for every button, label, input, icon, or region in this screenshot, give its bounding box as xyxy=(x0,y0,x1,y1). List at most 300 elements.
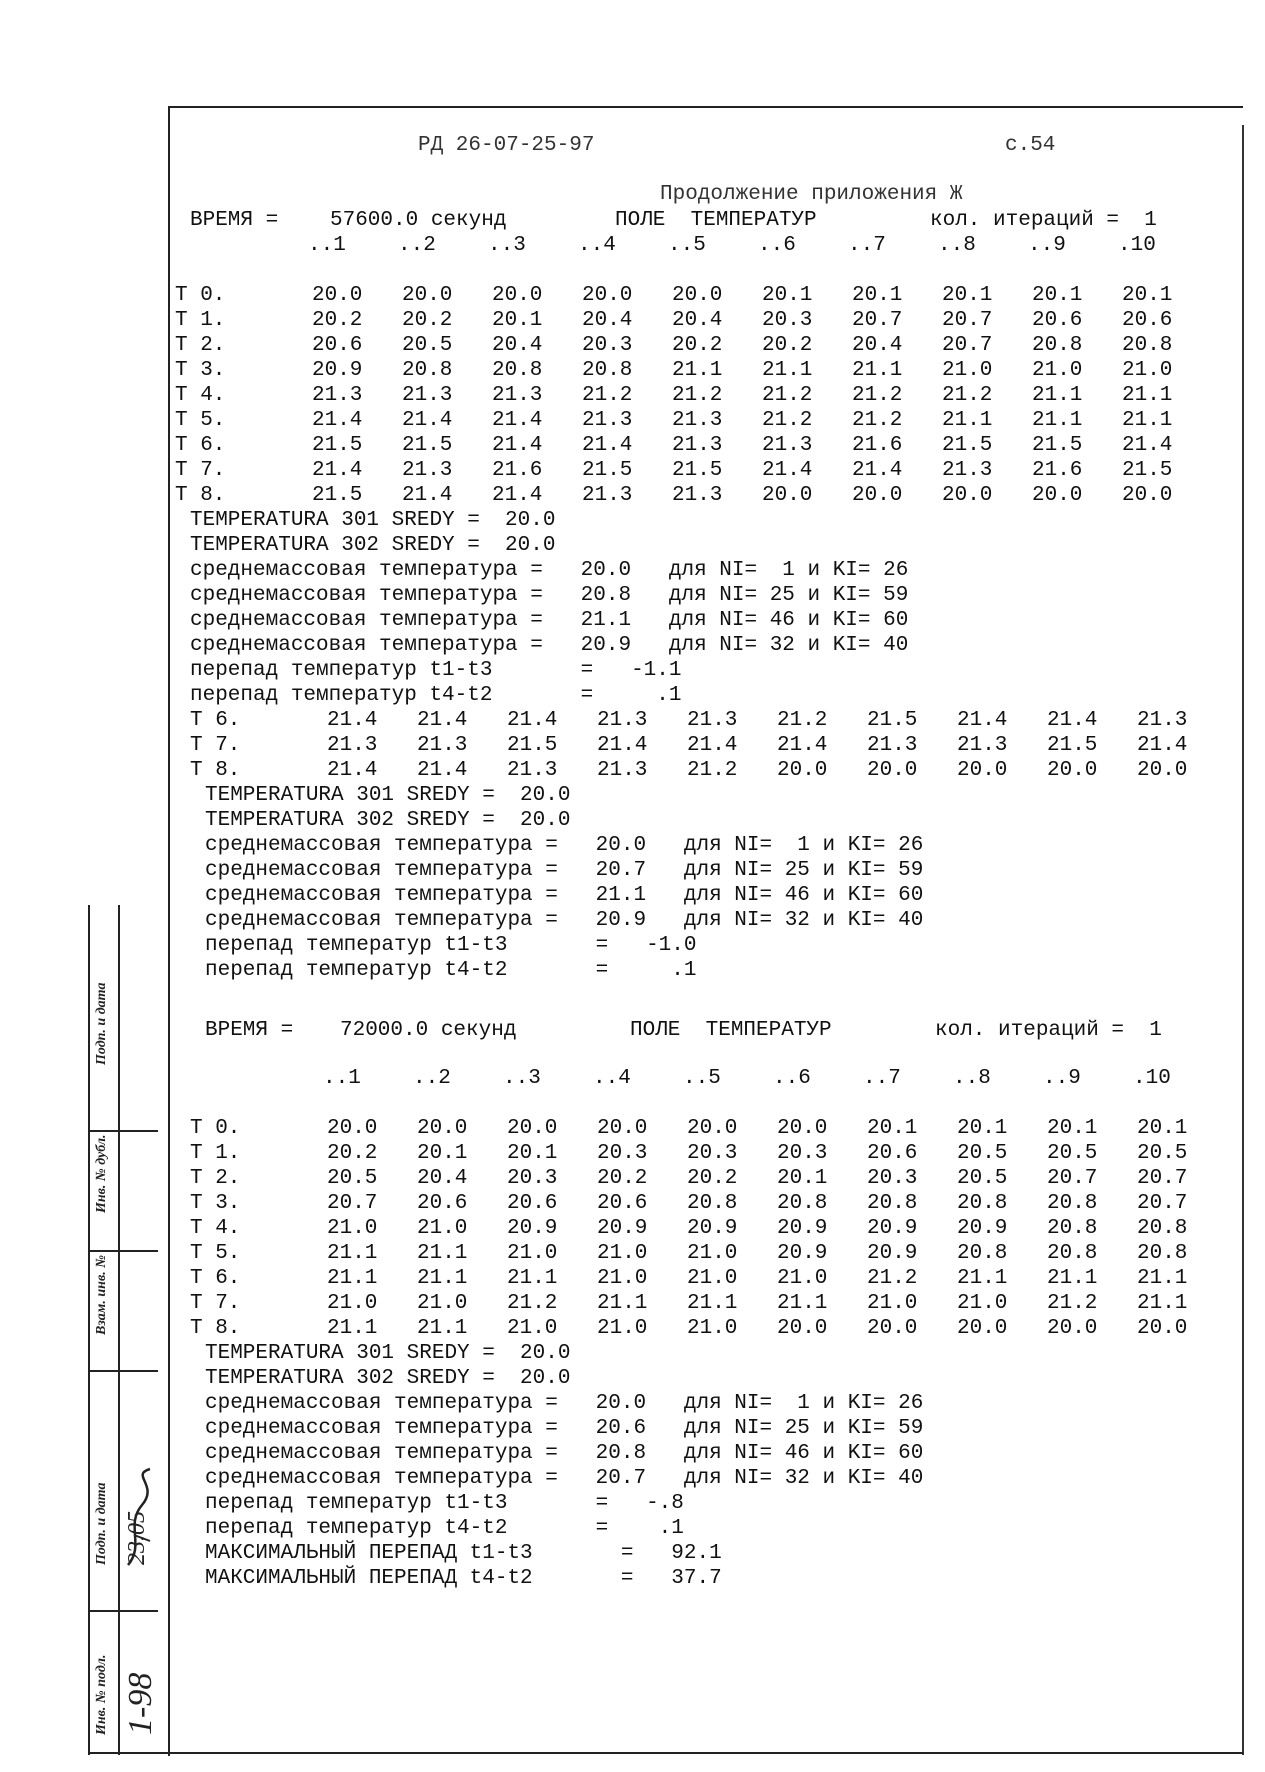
temperature-cell: 20.5 xyxy=(1137,1142,1188,1165)
temperature-cell: 21.3 xyxy=(582,409,633,432)
temperature-cell: 21.4 xyxy=(777,734,828,757)
temperature-cell: 21.5 xyxy=(402,434,453,457)
temperature-cell: 21.4 xyxy=(492,409,543,432)
summary-line: среднемассовая температура = 20.0 для NI= 1 и KI= 26 xyxy=(205,1392,924,1415)
temperature-cell: 20.5 xyxy=(1047,1142,1098,1165)
row-label: T 1. xyxy=(175,309,226,332)
summary-line: перепад температур t1-t3 = -1.0 xyxy=(205,934,697,957)
appendix-caption: Продолжение приложения Ж xyxy=(660,183,963,206)
temperature-cell: 20.9 xyxy=(507,1217,558,1240)
summary-line: TEMPERATURA 302 SREDY = 20.0 xyxy=(190,534,556,557)
temperature-cell: 21.1 xyxy=(1032,384,1083,407)
temperature-cell: 21.3 xyxy=(942,459,993,482)
temperature-cell: 20.1 xyxy=(1122,284,1173,307)
stamp-label-inv-dubl: Инв. № дубл. xyxy=(94,1134,109,1213)
temperature-cell: 21.1 xyxy=(417,1267,468,1290)
column-label: ..4 xyxy=(593,1067,631,1090)
temperature-cell: 21.3 xyxy=(687,709,738,732)
temperature-cell: 21.3 xyxy=(1137,709,1188,732)
temperature-cell: 21.4 xyxy=(597,734,648,757)
temperature-cell: 20.0 xyxy=(1032,484,1083,507)
column-label: ..9 xyxy=(1028,234,1066,257)
temperature-cell: 21.1 xyxy=(507,1267,558,1290)
temperature-cell: 21.5 xyxy=(867,709,918,732)
temperature-cell: 20.9 xyxy=(777,1242,828,1265)
temperature-cell: 20.0 xyxy=(687,1117,738,1140)
temperature-cell: 21.3 xyxy=(672,484,723,507)
temperature-cell: 20.4 xyxy=(582,309,633,332)
temperature-cell: 20.1 xyxy=(1032,284,1083,307)
temperature-cell: 20.6 xyxy=(417,1192,468,1215)
row-label: T 7. xyxy=(175,459,226,482)
temperature-cell: 20.9 xyxy=(867,1242,918,1265)
temperature-cell: 21.5 xyxy=(312,484,363,507)
temperature-cell: 21.4 xyxy=(492,434,543,457)
field-title: ПОЛЕ ТЕМПЕРАТУР xyxy=(615,209,817,232)
row-label: T 3. xyxy=(190,1192,241,1215)
temperature-cell: 21.0 xyxy=(777,1267,828,1290)
temperature-cell: 20.2 xyxy=(762,334,813,357)
column-label: ..2 xyxy=(413,1067,451,1090)
temperature-cell: 20.0 xyxy=(777,1317,828,1340)
summary-line: перепад температур t1-t3 = -.8 xyxy=(205,1492,684,1515)
temperature-cell: 21.1 xyxy=(1122,384,1173,407)
temperature-cell: 21.2 xyxy=(852,409,903,432)
temperature-cell: 21.3 xyxy=(597,759,648,782)
temperature-cell: 21.3 xyxy=(492,384,543,407)
temperature-cell: 21.5 xyxy=(942,434,993,457)
column-label: ..2 xyxy=(398,234,436,257)
temperature-cell: 20.0 xyxy=(1047,1317,1098,1340)
temperature-cell: 20.1 xyxy=(867,1117,918,1140)
temperature-cell: 20.9 xyxy=(312,359,363,382)
temperature-cell: 21.4 xyxy=(327,709,378,732)
temperature-cell: 21.4 xyxy=(402,409,453,432)
temperature-cell: 21.1 xyxy=(1032,409,1083,432)
time-label: ВРЕМЯ = xyxy=(190,209,279,232)
summary-line: TEMPERATURA 301 SREDY = 20.0 xyxy=(205,1342,571,1365)
temperature-cell: 21.6 xyxy=(492,459,543,482)
temperature-cell: 21.1 xyxy=(327,1267,378,1290)
temperature-cell: 21.0 xyxy=(942,359,993,382)
column-label: ..3 xyxy=(488,234,526,257)
temperature-cell: 20.8 xyxy=(957,1242,1008,1265)
temperature-cell: 20.1 xyxy=(942,284,993,307)
summary-line: среднемассовая температура = 20.7 для NI= 25 и KI= 59 xyxy=(205,859,924,882)
temperature-cell: 21.3 xyxy=(762,434,813,457)
row-label: T 2. xyxy=(190,1167,241,1190)
temperature-cell: 21.5 xyxy=(312,434,363,457)
temperature-cell: 21.3 xyxy=(672,409,723,432)
temperature-cell: 21.3 xyxy=(327,734,378,757)
column-label: ..3 xyxy=(503,1067,541,1090)
temperature-cell: 21.5 xyxy=(1122,459,1173,482)
temperature-cell: 20.0 xyxy=(672,284,723,307)
summary-line: среднемассовая температура = 20.8 для NI= 46 и KI= 60 xyxy=(205,1442,924,1465)
temperature-cell: 20.8 xyxy=(777,1192,828,1215)
summary-line: перепад температур t4-t2 = .1 xyxy=(205,1517,684,1540)
temperature-cell: 20.0 xyxy=(1122,484,1173,507)
row-label: T 6. xyxy=(190,1267,241,1290)
row-label: T 6. xyxy=(190,709,241,732)
temperature-cell: 20.0 xyxy=(327,1117,378,1140)
temperature-cell: 21.1 xyxy=(417,1242,468,1265)
temperature-cell: 20.3 xyxy=(867,1167,918,1190)
temperature-cell: 20.8 xyxy=(582,359,633,382)
stamp-inv-number: 1-98 xyxy=(122,1672,159,1735)
temperature-cell: 20.0 xyxy=(417,1117,468,1140)
summary-line: TEMPERATURA 301 SREDY = 20.0 xyxy=(190,509,556,532)
temperature-cell: 20.6 xyxy=(1032,309,1083,332)
column-label: ..1 xyxy=(308,234,346,257)
temperature-cell: 20.3 xyxy=(762,309,813,332)
temperature-cell: 20.6 xyxy=(312,334,363,357)
temperature-cell: 21.1 xyxy=(417,1317,468,1340)
summary-line: среднемассовая температура = 20.9 для NI= 32 и KI= 40 xyxy=(205,909,924,932)
temperature-cell: 21.5 xyxy=(1032,434,1083,457)
temperature-cell: 21.0 xyxy=(1032,359,1083,382)
temperature-cell: 20.5 xyxy=(327,1167,378,1190)
temperature-cell: 20.8 xyxy=(1047,1192,1098,1215)
temperature-cell: 20.0 xyxy=(582,284,633,307)
temperature-cell: 20.1 xyxy=(852,284,903,307)
row-label: T 0. xyxy=(190,1117,241,1140)
temperature-cell: 21.3 xyxy=(417,734,468,757)
temperature-cell: 21.1 xyxy=(672,359,723,382)
temperature-cell: 21.2 xyxy=(867,1267,918,1290)
temperature-cell: 20.0 xyxy=(777,1117,828,1140)
row-label: T 8. xyxy=(175,484,226,507)
temperature-cell: 21.4 xyxy=(417,759,468,782)
row-label: T 7. xyxy=(190,734,241,757)
temperature-cell: 21.1 xyxy=(1047,1267,1098,1290)
temperature-cell: 21.0 xyxy=(597,1267,648,1290)
temperature-cell: 21.5 xyxy=(582,459,633,482)
temperature-cell: 20.8 xyxy=(1122,334,1173,357)
temperature-cell: 20.1 xyxy=(507,1142,558,1165)
row-label: T 5. xyxy=(175,409,226,432)
temperature-cell: 21.0 xyxy=(507,1242,558,1265)
temperature-cell: 20.4 xyxy=(417,1167,468,1190)
temperature-cell: 20.7 xyxy=(942,309,993,332)
temperature-cell: 20.3 xyxy=(687,1142,738,1165)
row-label: T 6. xyxy=(175,434,226,457)
temperature-cell: 20.0 xyxy=(942,484,993,507)
stamp-date: 23.05 xyxy=(124,1511,150,1565)
temperature-cell: 21.3 xyxy=(867,734,918,757)
temperature-cell: 21.0 xyxy=(867,1292,918,1315)
temperature-cell: 20.2 xyxy=(327,1142,378,1165)
temperature-cell: 20.7 xyxy=(1137,1192,1188,1215)
summary-line: среднемассовая температура = 21.1 для NI= 46 и KI= 60 xyxy=(205,884,924,907)
temperature-cell: 21.1 xyxy=(762,359,813,382)
temperature-cell: 20.3 xyxy=(597,1142,648,1165)
temperature-cell: 20.7 xyxy=(852,309,903,332)
temperature-cell: 21.4 xyxy=(312,459,363,482)
temperature-cell: 20.2 xyxy=(597,1167,648,1190)
temperature-cell: 21.1 xyxy=(327,1242,378,1265)
temperature-cell: 20.0 xyxy=(312,284,363,307)
temperature-cell: 20.8 xyxy=(1047,1217,1098,1240)
temperature-cell: 21.0 xyxy=(687,1267,738,1290)
temperature-cell: 21.4 xyxy=(312,409,363,432)
temperature-cell: 20.5 xyxy=(402,334,453,357)
summary-line: среднемассовая температура = 20.0 для NI= 1 и KI= 26 xyxy=(190,559,909,582)
summary-line: перепад температур t4-t2 = .1 xyxy=(190,684,682,707)
temperature-cell: 21.4 xyxy=(327,759,378,782)
temperature-cell: 21.3 xyxy=(507,759,558,782)
row-label: T 1. xyxy=(190,1142,241,1165)
temperature-cell: 20.7 xyxy=(942,334,993,357)
temperature-cell: 21.2 xyxy=(762,384,813,407)
temperature-cell: 20.0 xyxy=(957,1317,1008,1340)
temperature-cell: 21.4 xyxy=(507,709,558,732)
temperature-cell: 21.0 xyxy=(597,1317,648,1340)
temperature-cell: 20.0 xyxy=(1047,759,1098,782)
temperature-cell: 20.0 xyxy=(867,1317,918,1340)
temperature-cell: 21.2 xyxy=(777,709,828,732)
temperature-cell: 20.0 xyxy=(957,759,1008,782)
frame-right-border xyxy=(1242,125,1244,1755)
temperature-cell: 20.0 xyxy=(762,484,813,507)
stamp-label-inv-podl: Инв. № подл. xyxy=(94,1654,109,1735)
temperature-cell: 21.0 xyxy=(687,1317,738,1340)
column-label: ..7 xyxy=(863,1067,901,1090)
temperature-cell: 20.0 xyxy=(402,284,453,307)
row-label: T 5. xyxy=(190,1242,241,1265)
doc-code: РД 26-07-25-97 xyxy=(418,134,595,157)
temperature-cell: 21.5 xyxy=(507,734,558,757)
temperature-cell: 21.4 xyxy=(762,459,813,482)
summary-line: TEMPERATURA 301 SREDY = 20.0 xyxy=(205,784,571,807)
temperature-cell: 21.4 xyxy=(687,734,738,757)
temperature-cell: 21.1 xyxy=(957,1267,1008,1290)
temperature-cell: 21.1 xyxy=(1137,1267,1188,1290)
row-label: T 4. xyxy=(190,1217,241,1240)
temperature-cell: 20.2 xyxy=(312,309,363,332)
temperature-cell: 20.4 xyxy=(492,334,543,357)
column-label: .10 xyxy=(1118,234,1156,257)
temperature-cell: 21.4 xyxy=(417,709,468,732)
temperature-cell: 21.1 xyxy=(1122,409,1173,432)
temperature-cell: 20.8 xyxy=(867,1192,918,1215)
column-label: ..4 xyxy=(578,234,616,257)
summary-line: среднемассовая температура = 20.0 для NI= 1 и KI= 26 xyxy=(205,834,924,857)
temperature-cell: 20.8 xyxy=(492,359,543,382)
temperature-cell: 20.9 xyxy=(867,1217,918,1240)
temperature-cell: 20.4 xyxy=(672,309,723,332)
temperature-cell: 21.4 xyxy=(957,709,1008,732)
temperature-cell: 20.8 xyxy=(1137,1242,1188,1265)
temperature-cell: 21.1 xyxy=(777,1292,828,1315)
temperature-cell: 20.9 xyxy=(597,1217,648,1240)
temperature-cell: 20.1 xyxy=(957,1117,1008,1140)
temperature-cell: 20.3 xyxy=(582,334,633,357)
temperature-cell: 20.8 xyxy=(1047,1242,1098,1265)
row-label: T 7. xyxy=(190,1292,241,1315)
temperature-cell: 21.1 xyxy=(327,1317,378,1340)
temperature-cell: 21.1 xyxy=(1137,1292,1188,1315)
temperature-cell: 21.1 xyxy=(852,359,903,382)
temperature-cell: 21.3 xyxy=(582,484,633,507)
temperature-cell: 20.9 xyxy=(687,1217,738,1240)
temperature-cell: 21.0 xyxy=(597,1242,648,1265)
temperature-cell: 21.0 xyxy=(327,1217,378,1240)
frame-top-border xyxy=(168,106,1243,108)
time-value: 72000.0 секунд xyxy=(340,1019,517,1042)
summary-line: среднемассовая температура = 21.1 для NI= 46 и KI= 60 xyxy=(190,609,909,632)
temperature-cell: 21.2 xyxy=(672,384,723,407)
temperature-cell: 20.8 xyxy=(687,1192,738,1215)
page-number: с.54 xyxy=(1005,134,1056,157)
summary-line: среднемассовая температура = 20.9 для NI= 32 и KI= 40 xyxy=(190,634,909,657)
row-label: T 8. xyxy=(190,759,241,782)
column-label: ..6 xyxy=(758,234,796,257)
summary-line: перепад температур t1-t3 = -1.1 xyxy=(190,659,682,682)
temperature-cell: 20.0 xyxy=(597,1117,648,1140)
summary-line: МАКСИМАЛЬНЫЙ ПЕРЕПАД t4-t2 = 37.7 xyxy=(205,1567,722,1590)
temperature-cell: 21.4 xyxy=(1122,434,1173,457)
temperature-cell: 20.1 xyxy=(762,284,813,307)
temperature-cell: 20.1 xyxy=(492,309,543,332)
row-label: T 2. xyxy=(175,334,226,357)
column-label: ..8 xyxy=(938,234,976,257)
temperature-cell: 20.6 xyxy=(867,1142,918,1165)
summary-line: TEMPERATURA 302 SREDY = 20.0 xyxy=(205,1367,571,1390)
temperature-cell: 20.0 xyxy=(867,759,918,782)
temperature-cell: 20.6 xyxy=(597,1192,648,1215)
iteration-count: кол. итераций = 1 xyxy=(935,1019,1162,1042)
temperature-cell: 21.4 xyxy=(1047,709,1098,732)
row-label: T 8. xyxy=(190,1317,241,1340)
frame-left-border xyxy=(168,106,170,1756)
summary-line: среднемассовая температура = 20.6 для NI= 25 и KI= 59 xyxy=(205,1417,924,1440)
temperature-cell: 20.7 xyxy=(1047,1167,1098,1190)
temperature-cell: 20.4 xyxy=(852,334,903,357)
summary-line: среднемассовая температура = 20.8 для NI= 25 и KI= 59 xyxy=(190,584,909,607)
temperature-cell: 20.8 xyxy=(1032,334,1083,357)
temperature-cell: 21.4 xyxy=(852,459,903,482)
temperature-cell: 21.1 xyxy=(687,1292,738,1315)
column-label: ..5 xyxy=(668,234,706,257)
temperature-cell: 21.0 xyxy=(327,1292,378,1315)
stamp-label-podp-date-1: Подп. и дата xyxy=(94,982,109,1065)
summary-line: TEMPERATURA 302 SREDY = 20.0 xyxy=(205,809,571,832)
temperature-cell: 20.1 xyxy=(1047,1117,1098,1140)
temperature-cell: 20.7 xyxy=(327,1192,378,1215)
temperature-cell: 21.4 xyxy=(402,484,453,507)
signature-icon xyxy=(120,1465,158,1575)
frame-bottom-border xyxy=(88,1752,1243,1754)
temperature-cell: 21.0 xyxy=(417,1217,468,1240)
temperature-cell: 20.0 xyxy=(852,484,903,507)
temperature-cell: 20.0 xyxy=(1137,1317,1188,1340)
temperature-cell: 21.6 xyxy=(1032,459,1083,482)
temperature-cell: 21.6 xyxy=(852,434,903,457)
temperature-cell: 21.1 xyxy=(597,1292,648,1315)
temperature-cell: 21.0 xyxy=(1122,359,1173,382)
temperature-cell: 21.2 xyxy=(582,384,633,407)
temperature-cell: 21.2 xyxy=(762,409,813,432)
temperature-cell: 20.0 xyxy=(1137,759,1188,782)
temperature-cell: 20.8 xyxy=(402,359,453,382)
temperature-cell: 20.6 xyxy=(1122,309,1173,332)
temperature-cell: 20.0 xyxy=(507,1117,558,1140)
temperature-cell: 21.3 xyxy=(402,459,453,482)
temperature-cell: 20.8 xyxy=(957,1192,1008,1215)
temperature-cell: 20.0 xyxy=(492,284,543,307)
row-label: T 3. xyxy=(175,359,226,382)
temperature-cell: 20.1 xyxy=(417,1142,468,1165)
column-label: ..6 xyxy=(773,1067,811,1090)
time-value: 57600.0 секунд xyxy=(330,209,507,232)
temperature-cell: 21.4 xyxy=(582,434,633,457)
temperature-cell: 21.3 xyxy=(312,384,363,407)
iteration-count: кол. итераций = 1 xyxy=(930,209,1157,232)
summary-line: МАКСИМАЛЬНЫЙ ПЕРЕПАД t1-t3 = 92.1 xyxy=(205,1542,722,1565)
temperature-cell: 21.2 xyxy=(507,1292,558,1315)
temperature-cell: 20.2 xyxy=(402,309,453,332)
temperature-cell: 21.0 xyxy=(687,1242,738,1265)
temperature-cell: 21.0 xyxy=(957,1292,1008,1315)
temperature-cell: 21.0 xyxy=(507,1317,558,1340)
temperature-cell: 20.3 xyxy=(507,1167,558,1190)
summary-line: среднемассовая температура = 20.7 для NI= 32 и KI= 40 xyxy=(205,1467,924,1490)
column-label: ..5 xyxy=(683,1067,721,1090)
temperature-cell: 20.2 xyxy=(672,334,723,357)
temperature-cell: 20.1 xyxy=(1137,1117,1188,1140)
temperature-cell: 20.7 xyxy=(1137,1167,1188,1190)
temperature-cell: 21.3 xyxy=(672,434,723,457)
temperature-cell: 21.2 xyxy=(942,384,993,407)
column-label: ..1 xyxy=(323,1067,361,1090)
temperature-cell: 21.4 xyxy=(1137,734,1188,757)
column-label: ..9 xyxy=(1043,1067,1081,1090)
temperature-cell: 21.5 xyxy=(1047,734,1098,757)
row-label: T 4. xyxy=(175,384,226,407)
temperature-cell: 21.3 xyxy=(957,734,1008,757)
temperature-cell: 21.3 xyxy=(597,709,648,732)
column-label: .10 xyxy=(1133,1067,1171,1090)
temperature-cell: 21.4 xyxy=(492,484,543,507)
temperature-cell: 21.0 xyxy=(417,1292,468,1315)
field-title: ПОЛЕ ТЕМПЕРАТУР xyxy=(630,1019,832,1042)
row-label: T 0. xyxy=(175,284,226,307)
column-label: ..7 xyxy=(848,234,886,257)
temperature-cell: 20.9 xyxy=(777,1217,828,1240)
temperature-cell: 20.9 xyxy=(957,1217,1008,1240)
temperature-cell: 21.2 xyxy=(1047,1292,1098,1315)
stamp-label-podp-date-2: Подп. и дата xyxy=(94,1482,109,1565)
temperature-cell: 21.2 xyxy=(687,759,738,782)
temperature-cell: 20.5 xyxy=(957,1142,1008,1165)
time-label: ВРЕМЯ = xyxy=(205,1019,294,1042)
stamp-label-vzam-inv: Взам. инв. № xyxy=(94,1254,109,1335)
temperature-cell: 21.3 xyxy=(402,384,453,407)
temperature-cell: 20.1 xyxy=(777,1167,828,1190)
temperature-cell: 21.2 xyxy=(852,384,903,407)
temperature-cell: 21.5 xyxy=(672,459,723,482)
summary-line: перепад температур t4-t2 = .1 xyxy=(205,959,697,982)
temperature-cell: 20.3 xyxy=(777,1142,828,1165)
temperature-cell: 20.8 xyxy=(1137,1217,1188,1240)
temperature-cell: 21.1 xyxy=(942,409,993,432)
side-stamp xyxy=(88,905,158,1755)
column-label: ..8 xyxy=(953,1067,991,1090)
temperature-cell: 20.6 xyxy=(507,1192,558,1215)
temperature-cell: 20.2 xyxy=(687,1167,738,1190)
temperature-cell: 20.5 xyxy=(957,1167,1008,1190)
